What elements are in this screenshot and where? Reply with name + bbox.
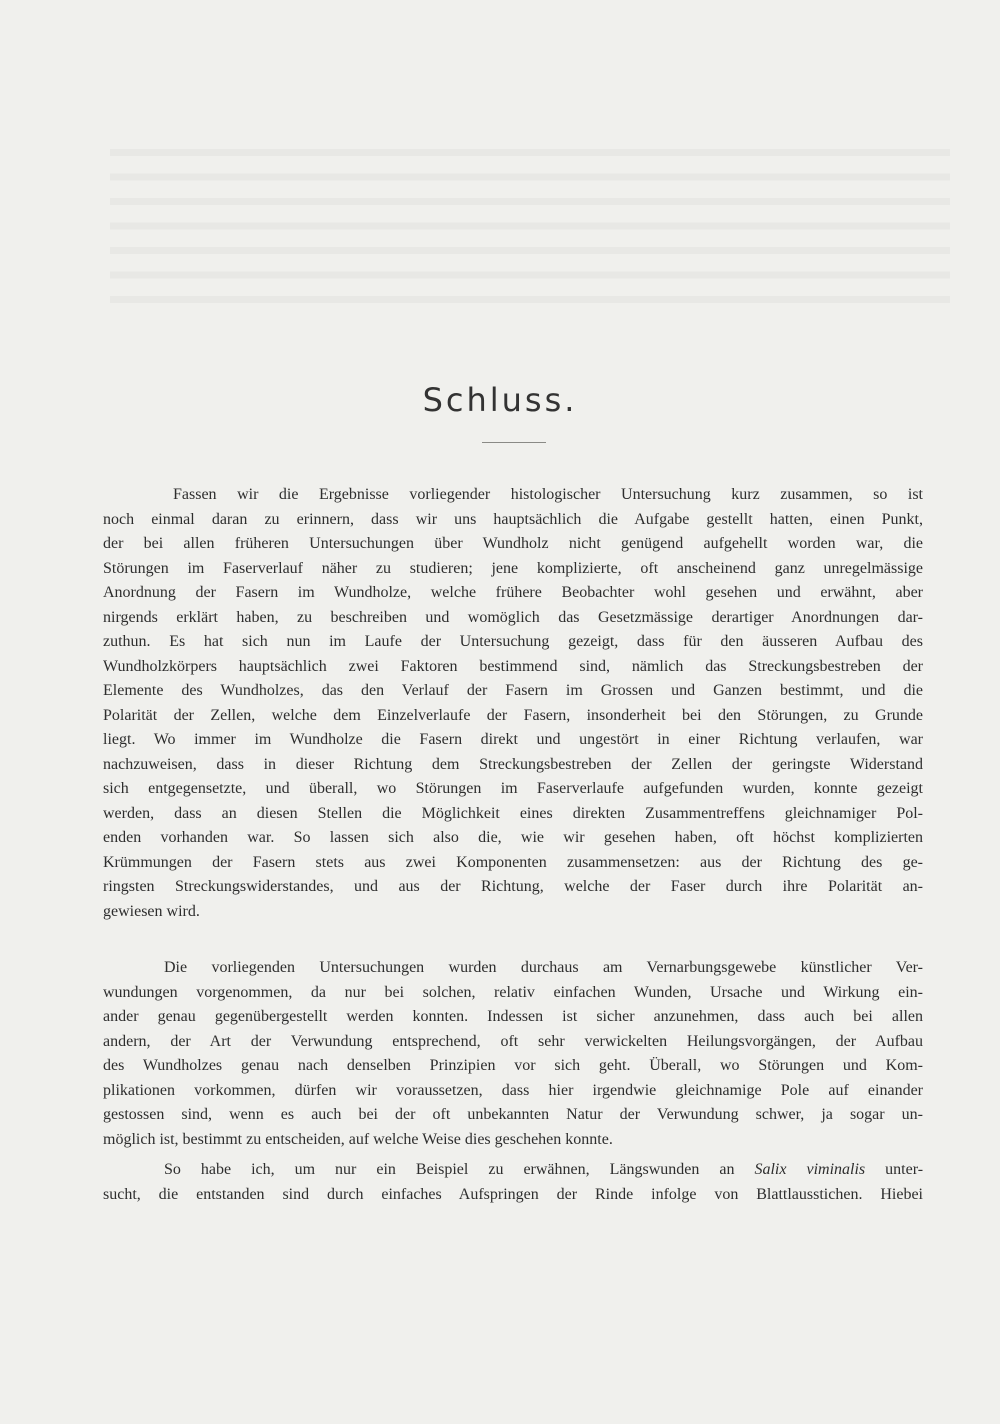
text-line: Die vorliegenden Untersuchungen wurden durchaus am Vernarbungsgewebe künstlicher Ver-: [164, 959, 923, 976]
text-line: gewiesen wird.: [103, 902, 200, 920]
text-line: Anordnung der Fasern im Wundholze, welche frühere Beobachter wohl gesehen und erwähnt, aber: [103, 584, 923, 601]
section-heading: Schluss.: [422, 381, 578, 420]
text-run: So habe ich, um nur ein Beispiel zu erwähnen, Längswunden an: [164, 1161, 735, 1178]
heading-rule: [482, 442, 546, 443]
text-line: Störungen im Faserverlauf näher zu studieren; jene komplizierte, oft anscheinend ganz unregelmässige: [103, 559, 923, 577]
text-line: sucht, die entstanden sind durch einfaches Aufspringen der Rinde infolge von Blattlausstichen. Hiebei: [103, 1185, 923, 1203]
species-name: Salix viminalis: [754, 1161, 866, 1178]
text-line: ringsten Streckungswiderstandes, und aus der Richtung, welche der Faser durch ihre Polarität an-: [103, 878, 923, 895]
text-run: unter-: [885, 1161, 924, 1178]
text-line: noch einmal daran zu erinnern, dass wir uns hauptsächlich die Aufgabe gestellt hatten, einen Punkt,: [103, 510, 923, 528]
text-line: Fassen wir die Ergebnisse vorliegender histologischer Untersuchung kurz zusammen, so ist: [173, 486, 923, 503]
text-line: plikationen vorkommen, dürfen wir voraussetzen, dass hier irgendwie gleichnamige Pole auf einander: [103, 1081, 923, 1099]
reverse-side-bleed-through: [110, 135, 950, 305]
text-line: werden, dass an diesen Stellen die Möglichkeit eines direkten Zusammentreffens gleichnamiger Pol-: [103, 804, 923, 822]
text-line: nirgends erklärt haben, zu beschreiben und womöglich das Gesetzmässige derartiger Anordnungen dar-: [103, 608, 923, 626]
text-line: [103, 1158, 923, 1183]
text-line: Elemente des Wundholzes, das den Verlauf der Fasern im Grossen und Ganzen bestimmt, und die: [103, 682, 923, 699]
text-line: Polarität der Zellen, welche dem Einzelverlaufe der Fasern, insonderheit bei den Störungen, zu Grunde: [103, 706, 923, 724]
text-line: zuthun. Es hat sich nun im Laufe der Untersuchung gezeigt, dass für den äusseren Aufbau des: [103, 633, 923, 650]
paragraph-2: [103, 956, 923, 1152]
text-line: wundungen vorgenommen, da nur bei solchen, relativ einfachen Wunden, Ursache und Wirkung ein-: [103, 983, 923, 1001]
text-line: möglich ist, bestimmt zu entscheiden, auf welche Weise dies geschehen konnte.: [103, 1130, 613, 1148]
paragraph-1: [103, 483, 923, 924]
text-line: ander genau gegenübergestellt werden konnten. Indessen ist sicher anzunehmen, dass auch bei allen: [103, 1008, 923, 1025]
paragraph-3: [103, 1158, 923, 1207]
text-line: der bei allen früheren Untersuchungen über Wundholz nicht genügend aufgehellt worden war, die: [103, 535, 923, 552]
text-line: enden vorhanden war. So lassen sich also die, wie wir gesehen haben, oft höchst komplizierten: [103, 829, 923, 846]
text-line: nachzuweisen, dass in dieser Richtung dem Streckungsbestreben der Zellen der geringste Widerstand: [103, 755, 923, 773]
text-line: gestossen sind, wenn es auch bei der oft unbekannten Natur der Verwundung schwer, ja sogar un-: [103, 1106, 923, 1123]
text-line: Krümmungen der Fasern stets aus zwei Komponenten zusammensetzen: aus der Richtung des ge-: [103, 853, 923, 871]
text-line: liegt. Wo immer im Wundholze die Fasern direkt und ungestört in einer Richtung verlaufen, war: [103, 731, 923, 748]
text-line: Wundholzkörpers hauptsächlich zwei Faktoren bestimmend sind, nämlich das Streckungsbestreben der: [103, 657, 923, 675]
text-line: des Wundholzes genau nach denselben Prinzipien vor sich geht. Überall, wo Störungen und Kom-: [103, 1057, 923, 1074]
text-line: andern, der Art der Verwundung entsprechend, oft sehr verwickelten Heilungsvorgängen, der Aufbau: [103, 1032, 923, 1050]
text-line: sich entgegensetzte, und überall, wo Störungen im Faserverlaufe aufgefunden wurden, konnte gezeigt: [103, 780, 923, 797]
